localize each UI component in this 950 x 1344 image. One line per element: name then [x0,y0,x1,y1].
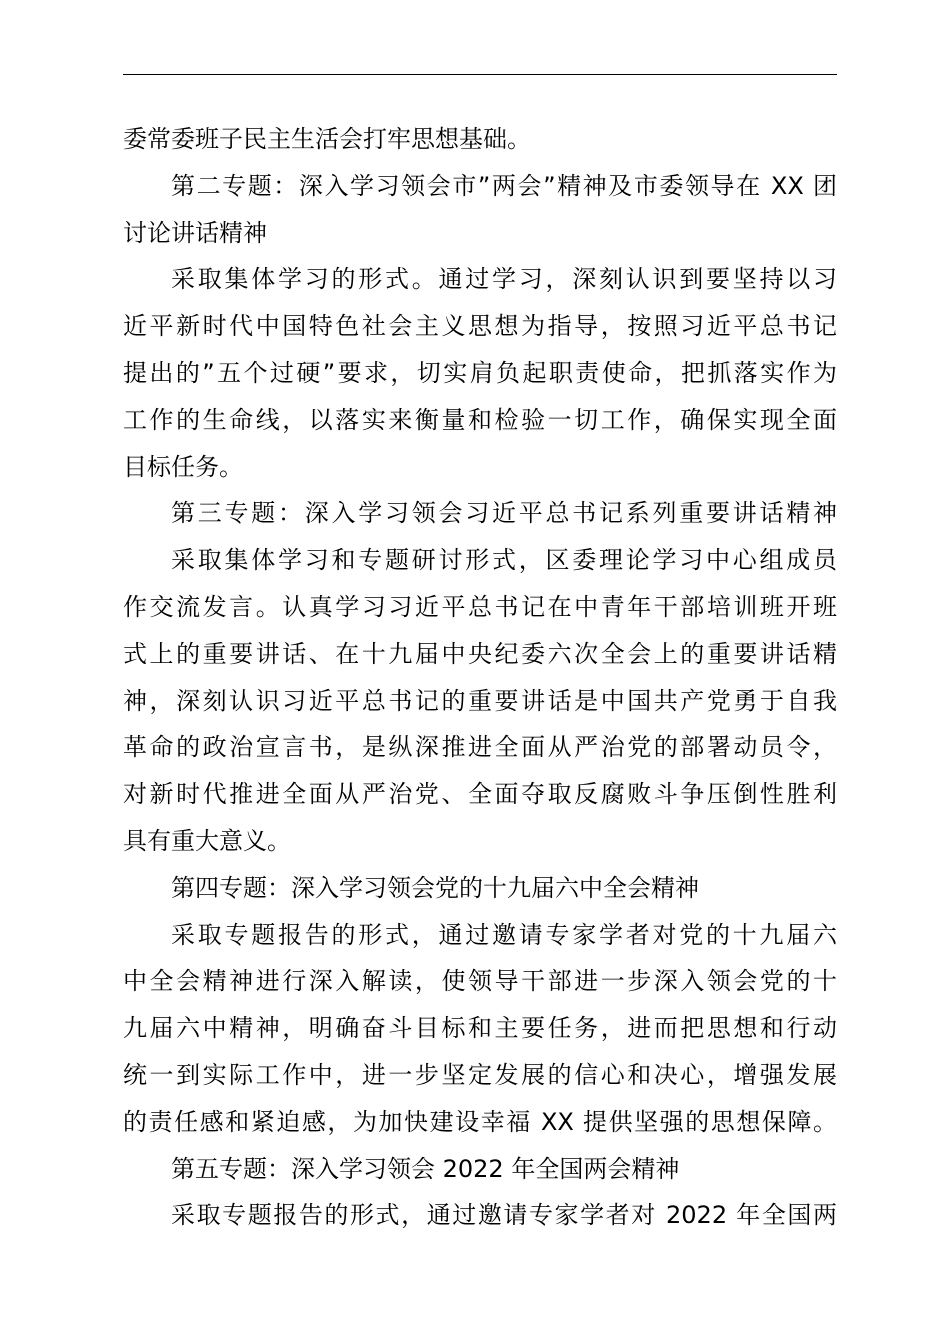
text-line: 采取专题报告的形式，通过邀请专家学者对党的十九届六 [171,920,837,949]
text-line: 第三专题：深入学习领会习近平总书记系列重要讲话精神 [171,499,837,528]
text-line: 采取集体学习和专题研讨形式，区委理论学习中心组成员 [171,546,837,575]
text-line: 的责任感和紧迫感，为加快建设幸福 XX 提供坚强的思想保障。 [123,1107,837,1136]
text-line: 第五专题：深入学习领会 2022 年全国两会精神 [171,1154,680,1183]
text-line: 委常委班子民主生活会打牢思想基础。 [123,125,531,153]
text-line: 提出的”五个过硬”要求，切实肩负起职责使命，把抓落实作为 [123,358,837,387]
text-line: 具有重大意义。 [123,826,291,855]
text-line: 采取集体学习的形式。通过学习，深刻认识到要坚持以习 [171,265,837,294]
text-line: 革命的政治宣言书，是纵深推进全面从严治党的部署动员令， [123,733,837,762]
text-line: 神，深刻认识习近平总书记的重要讲话是中国共产党勇于自我 [123,686,837,715]
text-line: 统一到实际工作中，进一步坚定发展的信心和决心，增强发展 [123,1060,837,1089]
text-line: 第二专题：深入学习领会市”两会”精神及市委领导在 XX 团 [171,171,837,200]
text-line: 近平新时代中国特色社会主义思想为指导，按照习近平总书记 [123,312,837,341]
text-line: 作交流发言。认真学习习近平总书记在中青年干部培训班开班 [123,592,837,621]
text-line: 九届六中精神，明确奋斗目标和主要任务，进而把思想和行动 [123,1014,837,1043]
text-line: 中全会精神进行深入解读，使领导干部进一步深入领会党的十 [123,967,837,996]
text-line: 讨论讲话精神 [123,218,267,247]
text-line: 对新时代推进全面从严治党、全面夺取反腐败斗争压倒性胜利 [123,780,837,809]
document-body [123,116,837,1239]
text-line: 工作的生命线，以落实来衡量和检验一切工作，确保实现全面 [123,405,837,434]
text-line: 第四专题：深入学习领会党的十九届六中全会精神 [171,873,699,902]
header-rule [123,74,837,75]
text-line: 采取专题报告的形式，通过邀请专家学者对 2022 年全国两 [171,1201,837,1230]
text-line: 目标任务。 [123,452,243,481]
text-line: 式上的重要讲话、在十九届中央纪委六次全会上的重要讲话精 [123,639,837,668]
